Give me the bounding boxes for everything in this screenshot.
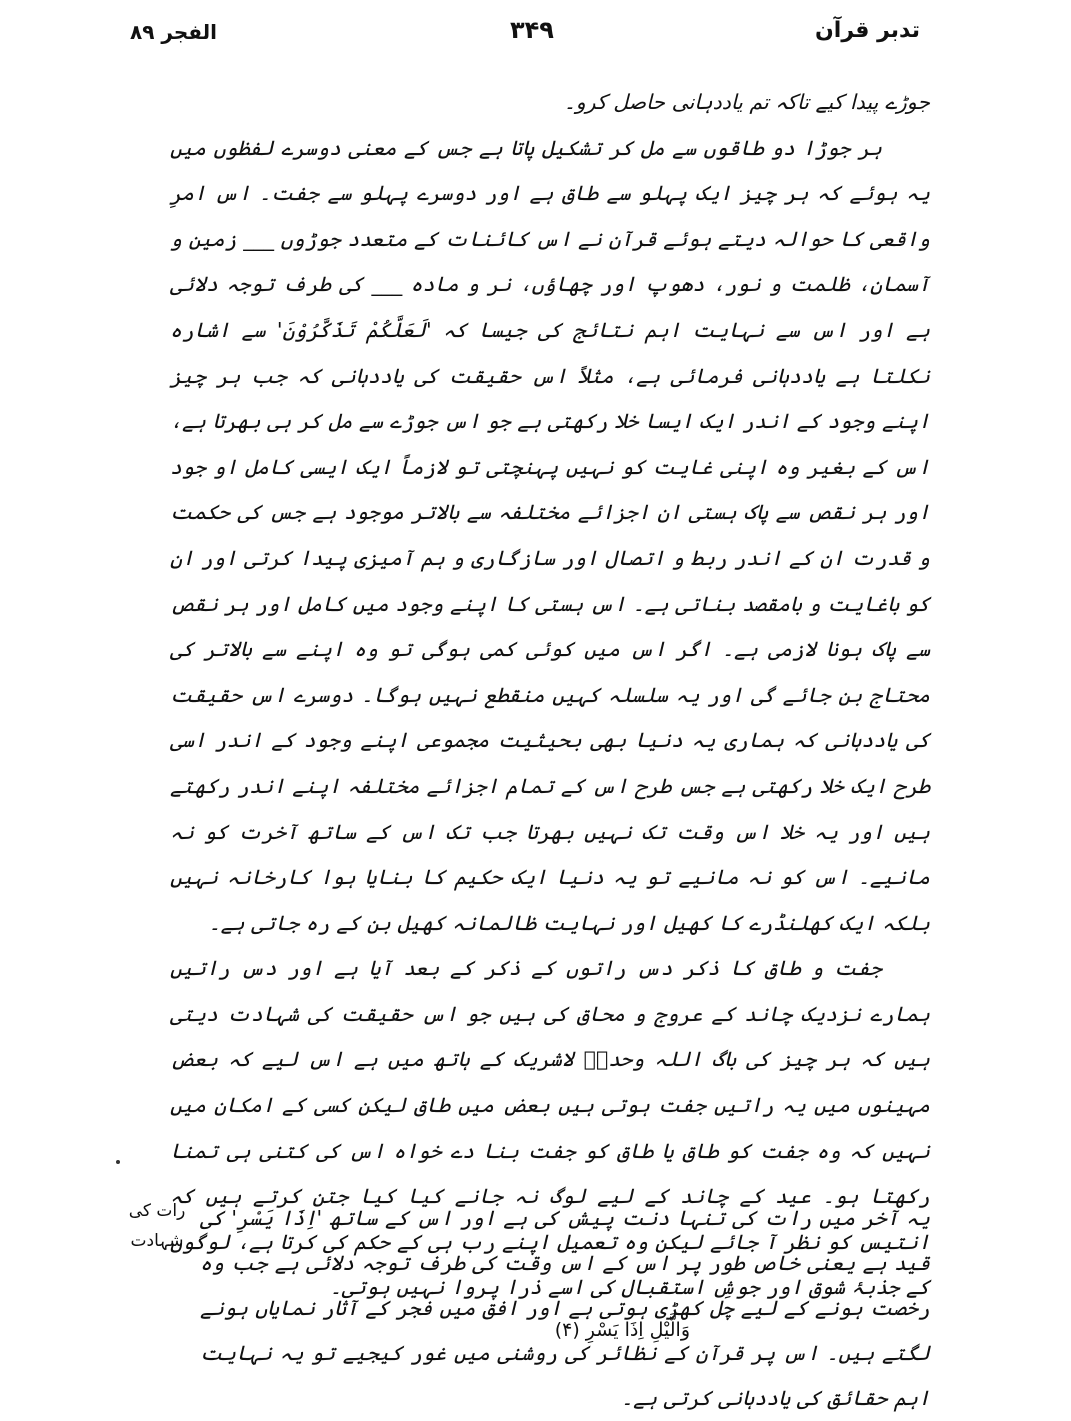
margin-note-line-1: رات کی	[128, 1201, 186, 1221]
margin-note	[118, 1196, 196, 1256]
margin-note-line-2: شہادت	[130, 1231, 184, 1251]
page-header	[130, 14, 920, 54]
lower-text	[200, 1196, 930, 1421]
paragraph-1: جوڑے پیدا کیے تاکہ تم یاددہانی حاصل کرو۔	[563, 90, 930, 114]
paragraph-2: ہر جوڑا دو طاقوں سے مل کر تشکیل پاتا ہے جس کے معنی دوسرے لفظوں میں یہ ہوئے کہ ہر چیز ایک پہلو سے طاق ہے اور دوسرے پہلو سے جفت۔ اس امرِ واقعی کا حوالہ دیتے ہوئے قرآن نے اس کائنات کے متعدد جوڑوں ___ زمین و آسمان، ظلمت و نور، دھوپ اور چھاؤں، نر و مادہ ___ کی طرف توجہ دلائی ہے اور اس سے نہایت اہم نتائج کی جیسا کہ 'لَعَلَّكُمْ تَذَكَّرُوْنَ' سے اشارہ نکلتا ہے یاددہانی فرمائی ہے، مثلاً اس حقیقت کی یاددہانی کہ جب ہر چیز اپنے وجود کے اندر ایک ایسا خلا رکھتی ہے جو اس جوڑے سے مل کر ہی بھرتا ہے، اس کے بغیر وہ اپنی غایت کو نہیں پہنچتی تو لازماً ایک ایسی کامل او جود اور ہر نقص سے پاک ہستی ان اجزائے مختلفہ سے بالاتر موجود ہے جس کی حکمت و قدرت ان کے اندر ربط و اتصال اور سازگاری و ہم آمیزی پیدا کرتی اور ان کو باغایت و بامقصد بناتی ہے۔ اس ہستی کا اپنے وجود میں کامل اور ہر نقص سے پاک ہونا لازمی ہے۔ اگر اس میں کوئی کمی ہوگی تو وہ اپنے سے بالاتر کی محتاج بن جائے گی اور یہ سلسلہ کہیں منقطع نہیں ہوگا۔ دوسرے اس حقیقت کی یاددہانی کہ ہماری یہ دنیا بھی بحیثیت مجموعی اپنے وجود کے اندر اسی طرح ایک خلا رکھتی ہے جس طرح اس کے تمام اجزائے مختلفہ اپنے اندر رکھتے ہیں اور یہ خلا اس وقت تک نہیں بھرتا جب تک اس کے ساتھ آخرت کو نہ مانیے۔ اس کو نہ مانیے تو یہ دنیا ایک حکیم کا بنایا ہوا کارخانہ نہیں بلکہ ایک کھلنڈرے کا کھیل اور نہایت ظالمانہ کھیل بن کے رہ جاتی ہے۔	[170, 135, 930, 935]
paragraph-4: یہ آخر میں رات کی تنہا دنت پیش کی ہے اور اس کے ساتھ 'اِذَا يَسْرِ' کی قید ہے یعنی خاص طور پر اس کے اس وقت کی طرف توجہ دلائی ہے جب وہ رخصت ہونے کے لیے چل کھڑی ہوتی ہے اور افق میں فجر کے آثار نمایاں ہونے لگتے ہیں۔ اس پر قرآن کے نظائر کی روشنی میں غور کیجیے تو یہ نہایت اہم حقائق کی یاددہانی کرتی ہے۔	[200, 1206, 930, 1410]
quran-verse: وَالَّيْلِ اِذَا يَسْرِ (۴)	[554, 1319, 690, 1342]
page-number: ۳۴۹	[510, 16, 554, 44]
book-title: تدبر قرآن	[815, 18, 920, 43]
main-text	[170, 80, 930, 1349]
paragraph-3: جفت و طاق کا ذکر دس راتوں کے ذکر کے بعد آیا ہے اور دس راتیں ہمارے نزدیک چاند کے عروج و محاق کی ہیں جو اس حقیقت کی شہادت دیتی ہیں کہ ہر چیز کی باگ اللہ وحدہٗ لاشریک کے ہاتھ میں ہے اس لیے کہ بعض مہینوں میں یہ راتیں جفت ہوتی ہیں بعض میں طاق لیکن کسی کے امکان میں نہیں کہ وہ جفت کو طاق یا طاق کو جفت بنا دے خواہ اس کی کتنی ہی تمنا رکھتا ہو۔ عید کے چاند کے لیے لوگ نہ جانے کیا کیا جتن کرتے ہیں کہ انتیس کو نظر آ جائے لیکن وہ تعمیل اپنے رب ہی کے حکم کی کرتا ہے، لوگوں کے جذبۂ شوق اور جوشِ استقبال کی اسے ذرا پروا نہیں ہوتی۔	[170, 956, 931, 1300]
surah-reference: الفجر ۸۹	[130, 20, 217, 44]
margin-dot	[116, 1160, 120, 1164]
